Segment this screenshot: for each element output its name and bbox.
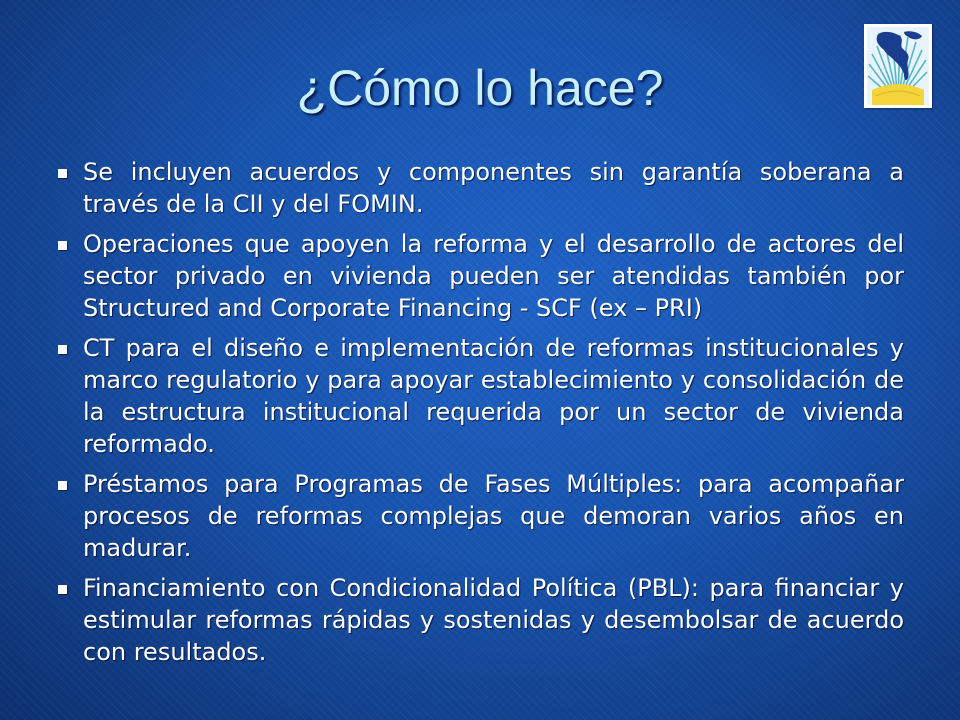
bullet-text: Financiamiento con Condicionalidad Política (PBL): para financiar y estimular reformas rápidas y sostenidas y desembolsar de acuerdo con resultados. — [83, 574, 904, 666]
list-item — [56, 156, 904, 220]
slide-title: ¿Cómo lo hace? — [296, 60, 664, 116]
square-bullet-icon — [58, 481, 67, 490]
square-bullet-icon — [58, 169, 67, 178]
bullet-text: Operaciones que apoyen la reforma y el desarrollo de actores del sector privado en vivienda pueden ser atendidas también por Structured and Corporate Financing - SCF (ex – PRI) — [83, 230, 904, 322]
list-item — [56, 572, 904, 668]
list-item — [56, 332, 904, 460]
bullet-text: Préstamos para Programas de Fases Múltiples: para acompañar procesos de reformas complejas que demoran varios años en madurar. — [83, 470, 904, 562]
square-bullet-icon — [58, 345, 67, 354]
bullet-text: Se incluyen acuerdos y componentes sin garantía soberana a través de la CII y del FOMIN. — [83, 158, 904, 218]
square-bullet-icon — [58, 585, 67, 594]
list-item — [56, 468, 904, 564]
square-bullet-icon — [58, 241, 67, 250]
bullet-list — [56, 156, 904, 676]
bullet-text: CT para el diseño e implementación de reformas institucionales y marco regulatorio y para apoyar establecimiento y consolidación de la estructura institucional requerida por un sector de vivienda reformado. — [83, 334, 904, 458]
list-item — [56, 228, 904, 324]
bid-americas-globe-logo-icon — [864, 24, 932, 108]
